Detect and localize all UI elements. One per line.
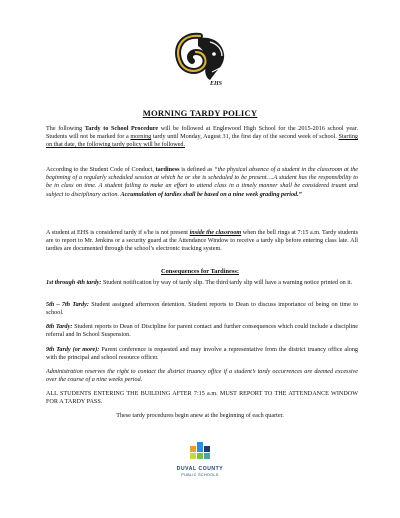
consequence-label: 1st through 4th tardy: bbox=[46, 280, 102, 286]
intro-paragraph bbox=[46, 125, 358, 150]
consequence-label: 5th – 7th Tardy: bbox=[46, 302, 89, 308]
code-of-conduct-quote: “the physical absence of a student in the classroom at the beginning of a regularly scheduled session at which he or she is scheduled to be present….A student has the responsibility to be in class on time. A student failing to make an effort to attend class in a timely manner shall be considered truant and subject to disciplinary action. bbox=[46, 167, 358, 198]
inside-classroom-emphasis: inside the classroom bbox=[189, 230, 242, 236]
consequence-text: Student assigned afternoon detention. Student reports to Dean to discuss importance of being on time to school. bbox=[46, 302, 359, 317]
consequence-4 bbox=[46, 346, 358, 362]
administration-note: Administration reserves the right to contact the district truancy office if a student’s tardy occurrences are deemed excessive over the course of a nine weeks period. bbox=[46, 369, 358, 384]
definition-text: According to the Student Code of Conduct, bbox=[46, 167, 156, 173]
consequence-2 bbox=[46, 301, 358, 317]
district-name: DUVAL COUNTY bbox=[176, 466, 224, 472]
duval-county-logo bbox=[172, 440, 228, 480]
procedure-text: when the bell rings at 7:15 a.m. Tardy students are to report to Mr. Jenkins or a security guard at the Attendance Window to receive a tardy slip before entering class late. All tardies are documented through the school’s electronic tracking system. bbox=[46, 230, 358, 253]
start-date-notice: Starting on that date, the following tardy policy will be followed. bbox=[46, 134, 358, 149]
district-subtitle: PUBLIC SCHOOLS bbox=[181, 472, 219, 477]
consequence-text: Student reports to Dean of Discipline for parent contact and further consequences which could include a discipline referral and In School Suspension. bbox=[46, 324, 358, 339]
consequences-heading: Consequences for Tardiness: bbox=[160, 268, 239, 275]
intro-text: The following bbox=[46, 126, 85, 132]
procedure-name: Tardy to School Procedure bbox=[84, 126, 159, 132]
consequence-3 bbox=[46, 323, 358, 339]
intro-text: will be followed at Englewood High School for the 2015-2016 school year. Students will not be marked for a bbox=[46, 126, 359, 141]
consequence-text: Parent conference is requested and may involve a representative from the district truancy office along with the principal and school resource officer. bbox=[46, 347, 358, 362]
accumulation-note: Accumulation of tardies shall be based on a nine week grading period.” bbox=[120, 191, 302, 198]
intro-text: tardy until Monday, August 31, the first day of the second week of school. bbox=[151, 134, 339, 141]
tardiness-term: tardiness bbox=[155, 167, 180, 173]
ehs-logo-text: EHS bbox=[210, 81, 223, 86]
ram-mascot-icon bbox=[170, 28, 230, 86]
consequence-text: Student notification by way of tardy slip. The third tardy slip will have a warning notice printed on it. bbox=[101, 280, 353, 286]
consequence-1 bbox=[46, 279, 358, 287]
page-title: MORNING TARDY POLICY bbox=[142, 108, 258, 118]
duval-county-schools-icon bbox=[172, 440, 228, 462]
tardy-procedure-paragraph bbox=[46, 229, 358, 254]
morning-emphasis: morning bbox=[130, 134, 152, 141]
consequence-label: 8th Tardy: bbox=[46, 324, 73, 330]
late-entry-notice: ALL STUDENTS ENTERING THE BUILDING AFTER 7:15 a.m. MUST REPORT TO THE ATTENDANCE WINDOW FOR A TARDY PASS. bbox=[46, 391, 358, 406]
definition-paragraph bbox=[46, 166, 358, 199]
consequence-label: 9th Tardy (or more): bbox=[46, 347, 100, 353]
closing-note: These tardy procedures begin anew at the beginning of each quarter. bbox=[116, 413, 284, 419]
definition-text: is defined as bbox=[179, 167, 215, 173]
procedure-text: A student at EHS is considered tardy if s/he is not present bbox=[46, 230, 190, 236]
